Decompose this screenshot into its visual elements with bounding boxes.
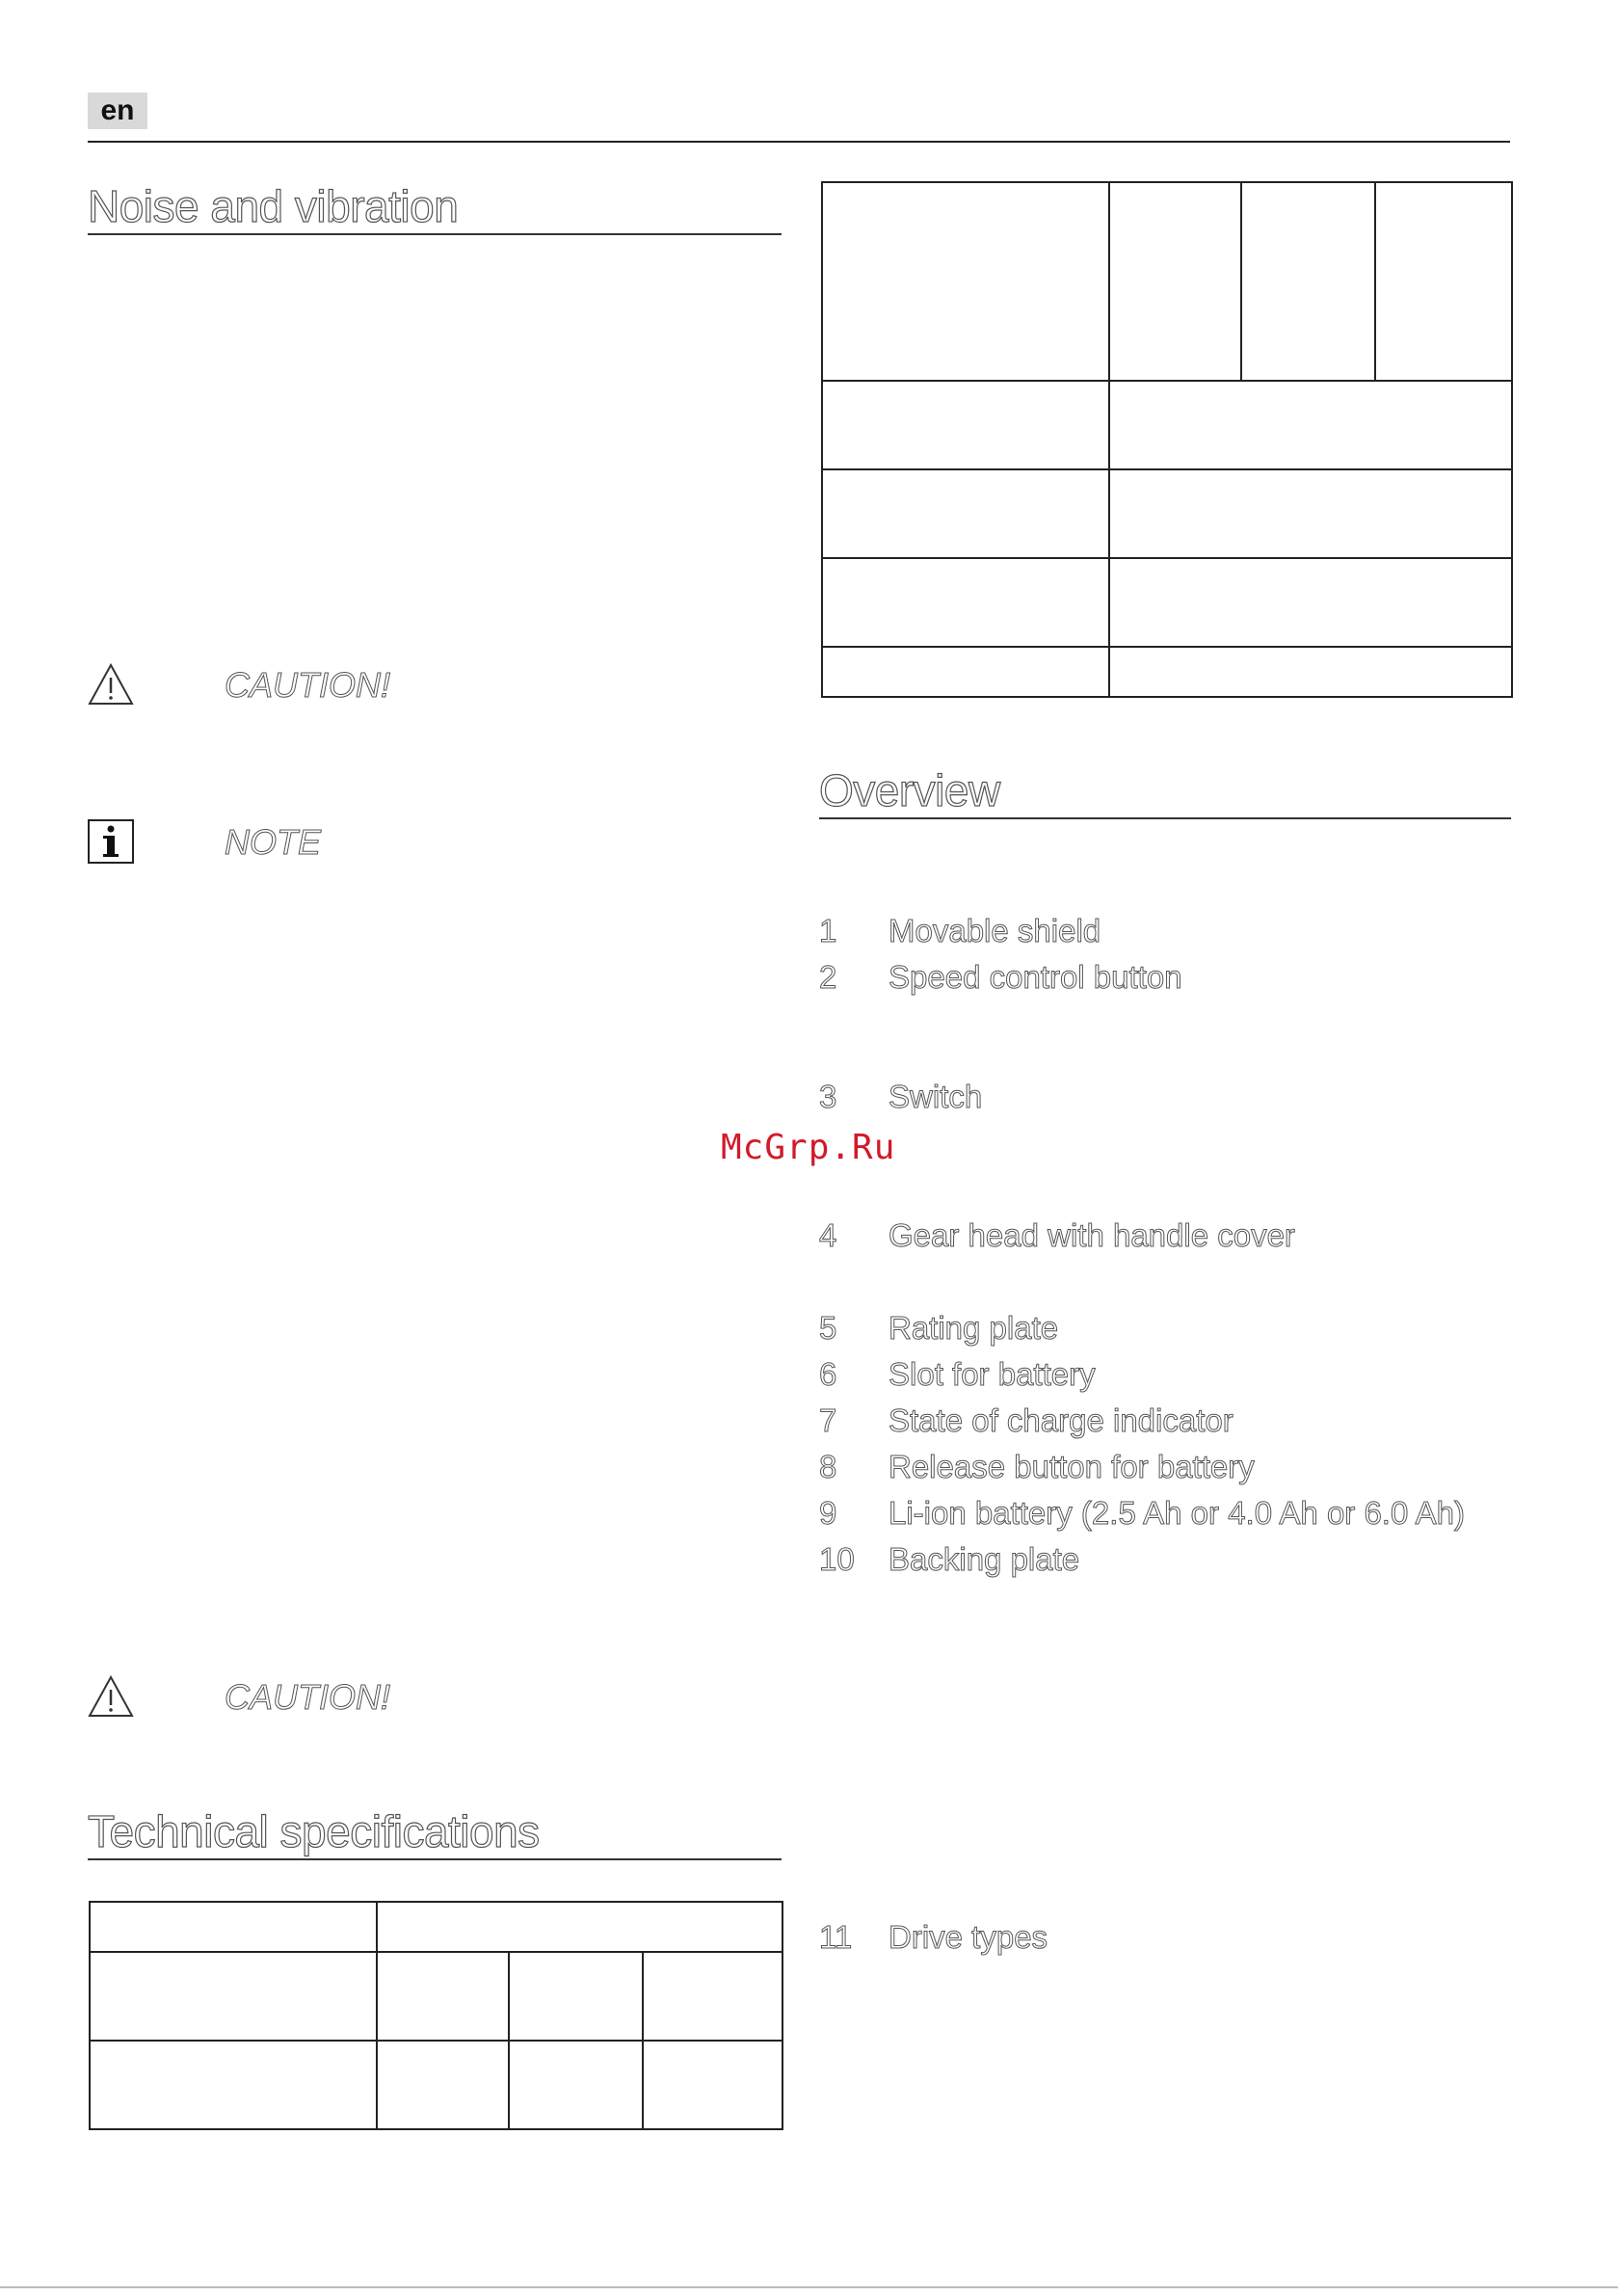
table-row xyxy=(822,381,1512,469)
list-item xyxy=(819,1494,1465,1533)
info-icon xyxy=(88,819,134,862)
table-cell xyxy=(822,558,1109,647)
table-cell xyxy=(377,2041,509,2129)
warning-triangle-icon xyxy=(88,663,134,706)
list-item-label: Speed control button xyxy=(889,959,1182,995)
list-item xyxy=(819,1355,1096,1394)
table-row xyxy=(822,647,1512,697)
table-cell xyxy=(1109,558,1512,647)
table-row xyxy=(822,558,1512,647)
list-item-number: 5 xyxy=(819,1310,837,1346)
watermark: McGrp.Ru xyxy=(721,1128,896,1167)
list-item-number: 9 xyxy=(819,1495,837,1531)
table-cell xyxy=(377,1952,509,2041)
table-cell xyxy=(377,1902,782,1952)
overview-heading-rule xyxy=(819,817,1511,819)
table-row xyxy=(90,1952,782,2041)
list-item-number: 1 xyxy=(819,913,837,948)
list-item-number: 3 xyxy=(819,1079,837,1114)
list-item xyxy=(819,1216,1295,1255)
tech-heading-rule xyxy=(88,1858,782,1860)
list-item-label: Switch xyxy=(889,1079,983,1114)
table-cell xyxy=(822,182,1109,381)
list-item-label: Slot for battery xyxy=(889,1356,1096,1392)
list-item-label: Release button for battery xyxy=(889,1449,1255,1484)
list-item-number: 2 xyxy=(819,959,837,995)
table-row xyxy=(822,469,1512,558)
list-item xyxy=(819,1078,982,1116)
caution-label-1: CAUTION! xyxy=(225,665,391,705)
list-item xyxy=(819,912,1101,950)
table-cell xyxy=(90,1952,377,2041)
table-cell xyxy=(90,2041,377,2129)
list-item xyxy=(819,1918,1048,1957)
list-item xyxy=(819,1540,1079,1579)
list-item-number: 6 xyxy=(819,1356,837,1392)
tech-spec-table xyxy=(89,1901,783,2130)
caution-label-2: CAUTION! xyxy=(225,1677,391,1717)
table-cell xyxy=(509,1952,643,2041)
table-cell xyxy=(822,647,1109,697)
warning-triangle-icon xyxy=(88,1675,134,1718)
list-item-label: Rating plate xyxy=(889,1310,1059,1346)
overview-heading: Overview xyxy=(819,765,1000,815)
table-row xyxy=(90,1902,782,1952)
table-row xyxy=(90,2041,782,2129)
list-item-number: 8 xyxy=(819,1449,837,1484)
bottom-rule xyxy=(0,2286,1618,2288)
noise-heading-rule xyxy=(88,233,782,235)
list-item-label: State of charge indicator xyxy=(889,1402,1233,1438)
table-cell xyxy=(1241,182,1375,381)
list-item xyxy=(819,958,1182,997)
list-item-label: Movable shield xyxy=(889,913,1101,948)
list-item-label: Li-ion battery (2.5 Ah or 4.0 Ah or 6.0 Ah) xyxy=(889,1495,1466,1531)
list-item-number: 4 xyxy=(819,1217,837,1253)
list-item xyxy=(819,1309,1058,1348)
note-label: NOTE xyxy=(225,822,322,862)
list-item-label: Drive types xyxy=(889,1919,1048,1955)
language-tag: en xyxy=(88,93,147,129)
table-cell xyxy=(1109,469,1512,558)
table-cell xyxy=(90,1902,377,1952)
header-rule xyxy=(88,141,1510,143)
table-cell xyxy=(1375,182,1512,381)
list-item xyxy=(819,1448,1255,1486)
technical-specifications-heading: Technical specifications xyxy=(88,1806,540,1856)
table-cell xyxy=(822,381,1109,469)
list-item xyxy=(819,1402,1233,1440)
table-cell xyxy=(509,2041,643,2129)
list-item-number: 10 xyxy=(819,1541,855,1577)
noise-vibration-heading: Noise and vibration xyxy=(88,181,459,231)
list-item-label: Gear head with handle cover xyxy=(889,1217,1295,1253)
list-item-label: Backing plate xyxy=(889,1541,1080,1577)
table-cell xyxy=(643,2041,782,2129)
table-cell xyxy=(1109,182,1241,381)
table-cell xyxy=(643,1952,782,2041)
table-cell xyxy=(822,469,1109,558)
list-item-number: 11 xyxy=(819,1919,853,1955)
spec-table-continued xyxy=(821,181,1513,698)
list-item-number: 7 xyxy=(819,1402,837,1438)
table-cell xyxy=(1109,647,1512,697)
table-cell xyxy=(1109,381,1512,469)
table-row xyxy=(822,182,1512,381)
